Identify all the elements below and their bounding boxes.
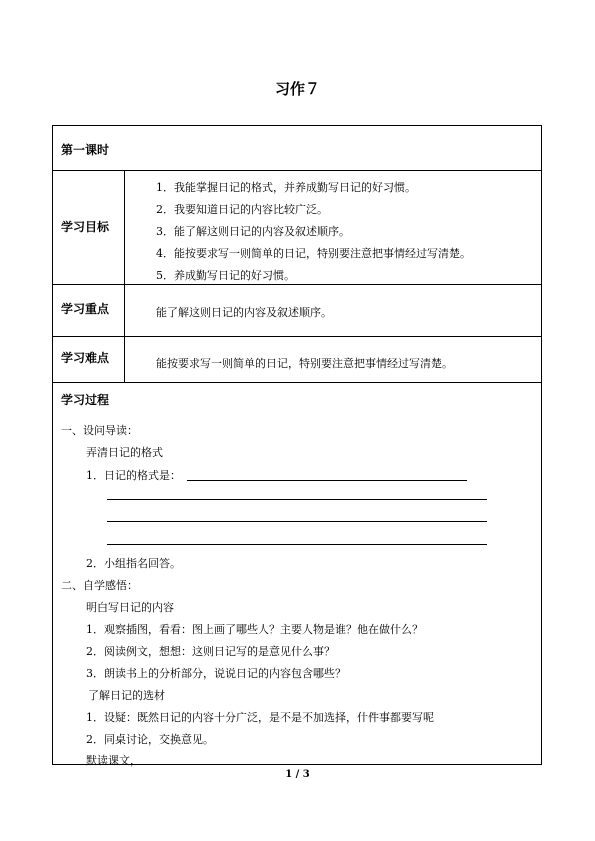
goal-item: 4．能按要求写一则简单的日记，特别要注意把事情经过写清楚。 — [156, 247, 471, 260]
answer-line[interactable] — [107, 544, 487, 545]
goal-item: 1．我能掌握日记的格式，并养成勤写日记的好习惯。 — [156, 181, 416, 194]
answer-line[interactable] — [107, 521, 487, 522]
key-points-text: 能了解这则日记的内容及叙述顺序。 — [156, 306, 332, 319]
process-heading: 学习过程 — [61, 393, 110, 407]
difficulties-text: 能按要求写一则简单的日记，特别要注意把事情经过写清楚。 — [156, 357, 453, 370]
question-item: 2．小组指名回答。 — [86, 557, 181, 570]
section-subheading: 弄清日记的格式 — [86, 446, 163, 459]
section-heading: 二、自学感悟： — [61, 579, 138, 592]
question-item: 1．观察插图，看看：图上画了哪些人？主要人物是谁？他在做什么？ — [86, 623, 423, 636]
answer-line[interactable] — [107, 499, 487, 500]
lesson-table — [52, 125, 542, 765]
goals-label: 学习目标 — [61, 220, 110, 234]
answer-line[interactable] — [187, 480, 467, 481]
section-heading: 一、设问导读： — [61, 424, 138, 437]
column-divider — [124, 170, 125, 382]
difficulties-label: 学习难点 — [61, 351, 110, 365]
row-divider — [53, 284, 541, 285]
page-number: 1 / 3 — [285, 769, 310, 780]
page-title: 习作７ — [274, 80, 320, 98]
section-subheading: 明白写日记的内容 — [86, 601, 174, 614]
row-divider — [53, 336, 541, 337]
section-subheading: 了解日记的选材 — [88, 689, 165, 702]
key-points-label: 学习重点 — [61, 302, 110, 316]
question-item: 1．日记的格式是： — [86, 469, 181, 482]
goal-item: 5．养成勤写日记的好习惯。 — [156, 269, 295, 282]
row-divider — [53, 170, 541, 171]
question-item: 2．同桌讨论，交换意见。 — [86, 733, 214, 746]
question-item: 1．设疑：既然日记的内容十分广泛，是不是不加选择，什件事都要写呢 — [86, 711, 434, 724]
lesson-heading: 第一课时 — [61, 143, 110, 157]
question-item: 2．阅读例文，想想：这则日记写的是意见什么事？ — [86, 645, 335, 658]
question-item: 3．朗读书上的分析部分，说说日记的内容包含哪些？ — [86, 667, 346, 680]
question-item: 默读课文， — [86, 754, 141, 767]
goal-item: 2．我要知道日记的内容比较广泛。 — [156, 203, 328, 216]
goal-item: 3．能了解这则日记的内容及叙述顺序。 — [156, 225, 350, 238]
row-divider — [53, 382, 541, 383]
